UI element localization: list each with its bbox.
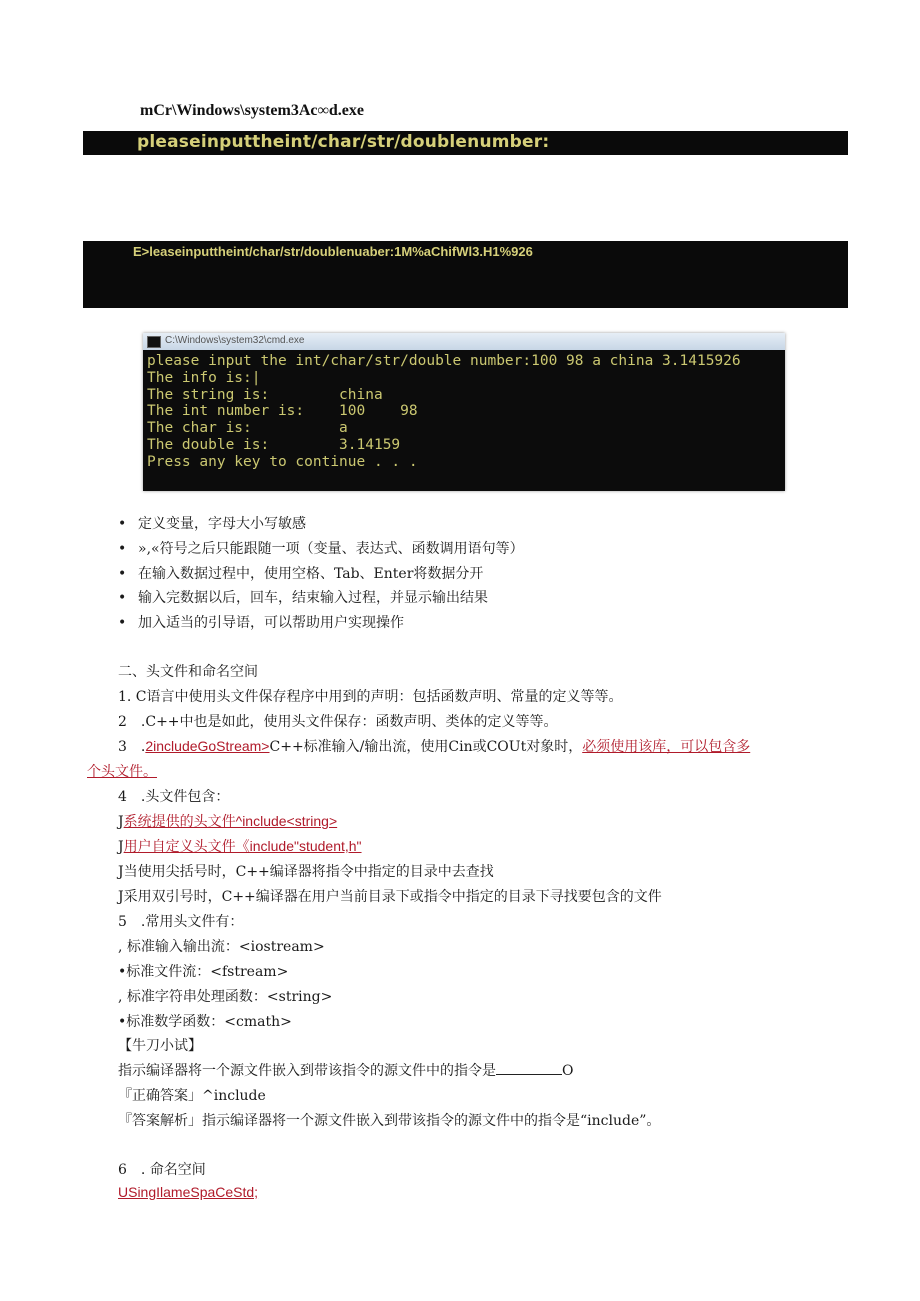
list-item: • 在输入数据过程中，使用空格、Tab、Enter将数据分开 [118,562,524,587]
cmd-output [147,353,783,471]
list-item: • 加入适当的引导语，可以帮助用户实现操作 [118,611,524,636]
bullet-icon: • [118,516,127,532]
terminal-title: mCr\Windows\system3Ac∞d.exe [140,102,364,119]
answer-blank [496,1062,562,1075]
section-heading: 二、头文件和命名空间 [118,663,258,679]
paragraph: 6 . 命名空间 [118,1162,206,1178]
cmd-line: please input the int/char/str/double number:100 98 a china 3.1415926 [147,353,741,369]
include-iostream-link[interactable]: 2includeGoStream> [145,738,270,754]
bullet-icon: • [118,590,127,607]
terminal-banner-1-text: pleaseinputtheint/char/str/doublenumber: [137,132,550,152]
paragraph-continuation [87,761,157,781]
list-item: • 输入完数据以后，回车，结束输入过程，并显示输出结果 [118,586,524,611]
paragraph: J用户自定义头文件《include"student,h" [118,838,362,855]
using-namespace-link[interactable]: USingIlameSpaCeStd; [118,1184,259,1200]
cmd-line: The char is: a [147,420,348,437]
cmd-line: The double is: 3.14159 [147,436,401,453]
paragraph: 3 .2includeGoStream>C++标准输入/输出流，使用Cin或COUt对象时，必须使用该库，可以包含多 [118,738,751,755]
terminal-banner-2-text: E>leaseinputtheint/char/str/doublenuaber:1M%aChifWl3.H1%926 [133,244,533,259]
system-header-link[interactable]: 系统提供的头文件^include<string> [123,813,338,829]
namespace-code [118,1184,258,1201]
list-item: • 定义变量，字母大小写敏感 [118,512,524,537]
cmd-line: Press any key to continue . . . [147,453,418,470]
cmd-line: The info is:| [147,369,261,386]
quiz-answer: 『正确答案」^include [118,1088,266,1104]
terminal-banner-1 [83,131,848,155]
list-item: • »,«符号之后只能跟随一项（变量、表达式、函数调用语句等） [118,537,524,562]
highlight-text: 必须使用该库，可以包含多 [582,738,751,754]
paragraph: J当使用尖括号时，C++编译器将指令中指定的目录中去查找 [118,864,494,880]
paragraph: J系统提供的头文件^include<string> [118,813,338,830]
paragraph: •标准文件流：<fstream> [118,964,289,980]
bullet-list [118,512,524,636]
user-header-link[interactable]: 用户自定义头文件《include"student,h" [123,838,362,854]
quiz-heading: 【牛刀小试】 [118,1038,202,1054]
paragraph: 2 .C++中也是如此，使用头文件保存：函数声明、类体的定义等等。 [118,714,558,730]
cmd-title: C:\Windows\system32\cmd.exe [165,335,305,346]
highlight-text: 个头文件。 [87,763,157,779]
cmd-line: The int number is: 100 98 [147,403,418,420]
bullet-icon: • [118,540,127,557]
terminal-banner-2 [83,241,848,308]
paragraph: 4 .头文件包含： [118,789,230,805]
cmd-titlebar [143,333,785,350]
quiz-question: 指示编译器将一个源文件嵌入到带该指令的源文件中的指令是 O [118,1063,574,1079]
cmd-window-screenshot [143,333,785,491]
bullet-icon: • [118,565,127,582]
paragraph: J采用双引号时，C++编译器在用户当前目录下或指令中指定的目录下寻找要包含的文件 [118,889,662,905]
paragraph: 1. C语言中使用头文件保存程序中用到的声明：包括函数声明、常量的定义等等。 [118,689,623,705]
bullet-icon: • [118,615,127,632]
cmd-icon [147,336,161,348]
cmd-line: The string is: china [147,386,383,403]
paragraph: 5 .常用头文件有： [118,914,244,930]
paragraph: , 标准输入输出流：<iostream> [118,939,325,955]
paragraph: •标准数学函数：<cmath> [118,1014,292,1030]
paragraph: , 标准字符串处理函数：<string> [118,989,333,1005]
quiz-analysis: 『答案解析」指示编译器将一个源文件嵌入到带该指令的源文件中的指令是“include”。 [118,1113,661,1129]
